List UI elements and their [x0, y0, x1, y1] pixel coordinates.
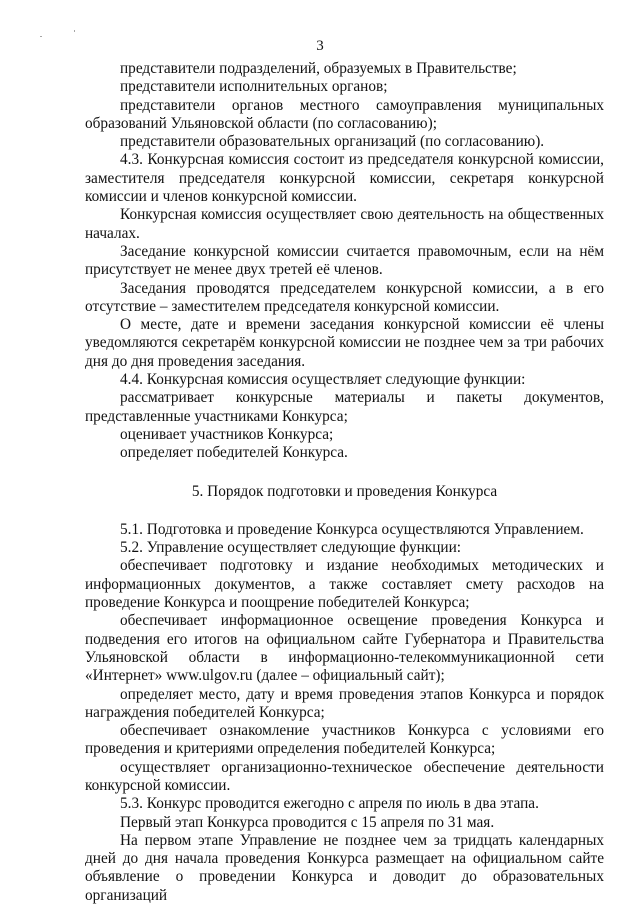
paragraph: обеспечивает ознакомление участников Конкурса с условиями его проведения и критериями определения победителей Конкурса;	[85, 722, 604, 758]
paragraph: 5.1. Подготовка и проведение Конкурса осуществляются Управлением.	[120, 520, 584, 538]
paragraph: представители исполнительных органов;	[120, 78, 388, 96]
paragraph: 4.3. Конкурсная комиссия состоит из председателя конкурсной комиссии, заместителя председателя конкурсной комиссии, секретаря конкурсной комиссии и членов конкурсной комиссии.	[85, 151, 604, 206]
page-number: 3	[316, 38, 324, 54]
document-body	[85, 60, 604, 905]
paragraph: 4.4. Конкурсная комиссия осуществляет следующие функции:	[120, 371, 526, 389]
scan-speck	[40, 36, 42, 37]
paragraph: представители подразделений, образуемых в Правительстве;	[120, 60, 517, 77]
paragraph: осуществляет организационно-техническое обеспечение деятельности конкурсной комиссии.	[85, 758, 604, 794]
paragraph: О месте, дате и времени заседания конкурсной комиссии её члены уведомляются секретарём конкурсной комиссии не позднее чем за три рабочих дня до дня проведения заседания.	[85, 316, 604, 370]
paragraph: Первый этап Конкурса проводится с 15 апреля по 31 мая.	[120, 813, 495, 831]
paragraph: На первом этапе Управление не позднее чем за тридцать календарных дней до дня начала проведения Конкурса размещает на официальном сайте объявление о проведении Конкурса и доводит до образовательных организаций	[85, 831, 604, 904]
paragraph: представители органов местного самоуправления муниципальных образований Ульяновской области (по согласованию);	[85, 96, 604, 132]
paragraph: Заседание конкурсной комиссии считается правомочным, если на нём присутствует не менее двух третей её членов.	[85, 242, 604, 279]
paragraph: 5.3. Конкурс проводится ежегодно с апреля по июль в два этапа.	[120, 795, 539, 813]
paragraph: определяет победителей Конкурса.	[120, 444, 348, 462]
paragraph: рассматривает конкурсные материалы и пакеты документов, представленные участниками Конкурса;	[85, 389, 604, 425]
paragraph: представители образовательных организаций (по согласованию).	[120, 133, 545, 151]
paragraph: обеспечивает информационное освещение проведения Конкурса и подведения его итогов на официальном сайте Губернатора и Правительства Ульяновской области в информационно-телекоммуникационной сети «Интернет» www.ulgov.ru (далее – официальный сайт);	[85, 612, 604, 685]
paragraph: обеспечивает подготовку и издание необходимых методических и информационных документов, а также составляет смету расходов на проведение Конкурса и поощрение победителей Конкурса;	[85, 557, 604, 612]
paragraph: Заседания проводятся председателем конкурсной комиссии, а в его отсутствие – заместителем председателя конкурсной комиссии.	[85, 279, 604, 315]
section-heading: 5. Порядок подготовки и проведения Конкурса	[191, 482, 498, 500]
paragraph: определяет место, дату и время проведения этапов Конкурса и порядок награждения победителей Конкурса;	[85, 685, 604, 721]
paragraph: Конкурсная комиссия осуществляет свою деятельность на общественных началах.	[85, 206, 604, 242]
scan-speck	[74, 30, 75, 32]
paragraph: оценивает участников Конкурса;	[120, 425, 334, 443]
paragraph: 5.2. Управление осуществляет следующие функции:	[120, 539, 462, 557]
